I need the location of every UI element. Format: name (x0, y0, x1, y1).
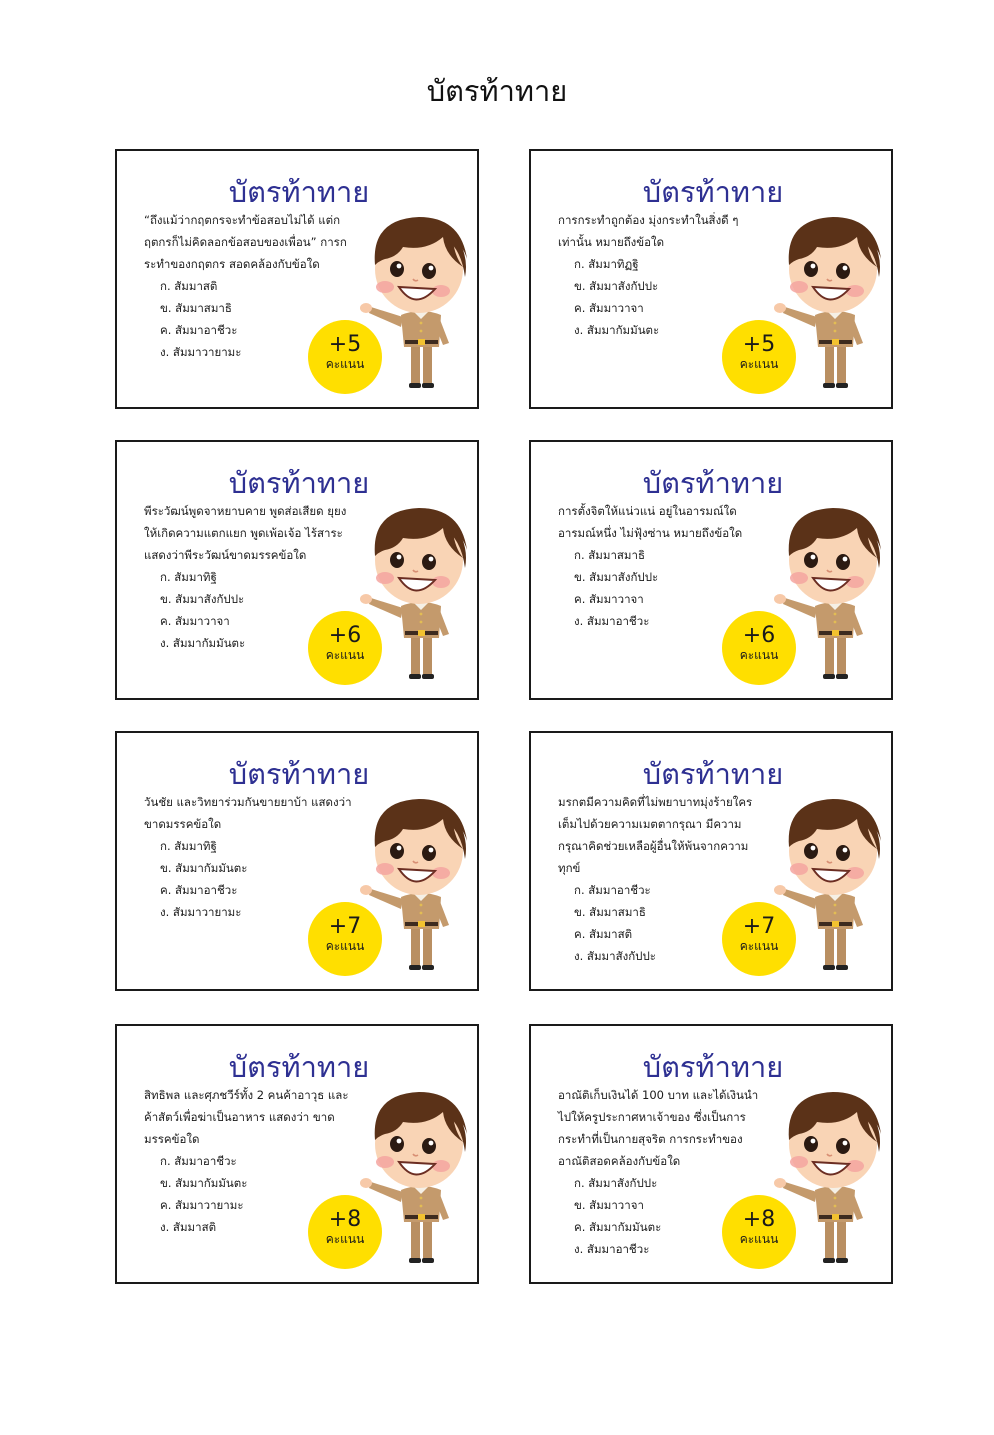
card-title: บัตรท้าทาย (228, 466, 370, 500)
card-title: บัตรท้าทาย (642, 175, 784, 209)
challenge-card (529, 1024, 893, 1284)
score-badge (722, 320, 796, 394)
card-title: บัตรท้าทาย (642, 466, 784, 500)
challenge-card (529, 440, 893, 700)
choice-b: ข. สัมมาสมาธิ (160, 301, 232, 315)
choice-d: ง. สัมมาสังกัปปะ (574, 949, 656, 963)
score-points: +5 (328, 332, 362, 357)
challenge-card (529, 731, 893, 991)
question-text: การตั้งจิตให้แน่วแน่ อยู่ในอารมณ์ใดอารมณ์หนึ่ง ไม่ฟุ้งซ่าน หมายถึงข้อใด (558, 504, 743, 540)
choice-c: ค. สัมมาวาจา (160, 614, 230, 628)
challenge-card (115, 440, 479, 700)
page-title: บัตรท้าทาย (426, 74, 568, 108)
choice-c: ค. สัมมาอาชีวะ (160, 883, 238, 897)
choice-c: ค. สัมมาวาจา (574, 592, 644, 606)
question-text: มรกตมีความคิดที่ไม่พยาบาทมุ่งร้ายใคร เต็มไปด้วยความเมตตากรุณา มีความกรุณาคิดช่วยเหลือผู้อื่นให้พ้นจากความทุกข์ (558, 795, 753, 875)
choice-c: ค. สัมมาวาจา (574, 301, 644, 315)
choice-a: ก. สัมมาทิฐิ (160, 570, 217, 584)
score-unit: คะแนน (739, 1232, 779, 1246)
score-points: +8 (328, 1207, 362, 1232)
question-text: การกระทำถูกต้อง มุ่งกระทำในสิ่งดี ๆ เท่านั้น หมายถึงข้อใด (558, 213, 739, 249)
choice-b: ข. สัมมาวาจา (574, 1198, 644, 1212)
card-title: บัตรท้าทาย (228, 757, 370, 791)
choice-b: ข. สัมมากัมมันตะ (160, 1176, 248, 1190)
card-title: บัตรท้าทาย (228, 1050, 370, 1084)
score-unit: คะแนน (739, 648, 779, 662)
choice-b: ข. สัมมากัมมันตะ (160, 861, 248, 875)
score-badge (308, 1195, 382, 1269)
card-title: บัตรท้าทาย (642, 1050, 784, 1084)
score-points: +8 (742, 1207, 776, 1232)
choice-b: ข. สัมมาสังกัปปะ (160, 592, 245, 606)
choice-b: ข. สัมมาสมาธิ (574, 905, 646, 919)
choice-b: ข. สัมมาสังกัปปะ (574, 570, 659, 584)
choice-d: ง. สัมมากัมมันตะ (574, 323, 660, 337)
choice-a: ก. สัมมาสติ (160, 279, 218, 293)
choice-c: ค. สัมมาวายามะ (160, 1198, 244, 1212)
score-points: +7 (328, 914, 362, 939)
question-text: สิทธิพล และศุภชวีร์ทั้ง 2 คนค้าอาวุธ และค้าสัตว์เพื่อฆ่าเป็นอาหาร แสดงว่า ขาดมรรคข้อใด (144, 1088, 349, 1146)
challenge-card (115, 731, 479, 991)
score-badge (308, 611, 382, 685)
score-points: +5 (742, 332, 776, 357)
choice-c: ค. สัมมาสติ (574, 927, 633, 941)
score-unit: คะแนน (739, 939, 779, 953)
card-title: บัตรท้าทาย (642, 757, 784, 791)
choice-a: ก. สัมมาอาชีวะ (160, 1154, 237, 1168)
score-unit: คะแนน (739, 357, 779, 371)
challenge-card (115, 1024, 479, 1284)
challenge-card (115, 149, 479, 409)
card-title: บัตรท้าทาย (228, 175, 370, 209)
choice-d: ง. สัมมาวายามะ (160, 905, 242, 919)
choice-a: ก. สัมมาทิฏฐิ (574, 257, 639, 271)
choice-a: ก. สัมมาสังกัปปะ (574, 1176, 658, 1190)
question-text: พีระวัฒน์พูดจาหยาบคาย พูดส่อเสียด ยุยงให้เกิดความแตกแยก พูดเพ้อเจ้อ ไร้สาระ แสดงว่าพีระวัฒน์ขาดมรรคข้อใด (144, 504, 347, 562)
choice-b: ข. สัมมาสังกัปปะ (574, 279, 659, 293)
challenge-card (529, 149, 893, 409)
choice-c: ค. สัมมากัมมันตะ (574, 1220, 662, 1234)
question-text: อาณัติเก็บเงินได้ 100 บาท และได้เงินนำไปให้ครูประกาศหาเจ้าของ ซึ่งเป็นการกระทำที่เป็นกายสุจริต การกระทำของอาณัติสอดคล้องกับข้อใด (558, 1088, 759, 1168)
score-badge (722, 1195, 796, 1269)
score-points: +6 (328, 623, 362, 648)
choice-c: ค. สัมมาอาชีวะ (160, 323, 238, 337)
choice-d: ง. สัมมาสติ (160, 1220, 217, 1234)
score-unit: คะแนน (325, 939, 365, 953)
score-badge (722, 611, 796, 685)
choice-a: ก. สัมมาสมาธิ (574, 548, 645, 562)
choice-a: ก. สัมมาอาชีวะ (574, 883, 651, 897)
score-unit: คะแนน (325, 648, 365, 662)
score-points: +6 (742, 623, 776, 648)
score-badge (722, 902, 796, 976)
score-unit: คะแนน (325, 1232, 365, 1246)
score-points: +7 (742, 914, 776, 939)
choice-a: ก. สัมมาทิฐิ (160, 839, 217, 853)
choice-d: ง. สัมมาอาชีวะ (574, 614, 650, 628)
choice-d: ง. สัมมาวายามะ (160, 345, 242, 359)
choice-d: ง. สัมมาอาชีวะ (574, 1242, 650, 1256)
score-badge (308, 902, 382, 976)
score-badge (308, 320, 382, 394)
score-unit: คะแนน (325, 357, 365, 371)
question-text: “ถึงแม้ว่ากฤตกรจะทำข้อสอบไม่ได้ แต่กฤตกรก็ไม่คิดลอกข้อสอบของเพื่อน” การกระทำของกฤตกร สอดคล้องกับข้อใด (144, 213, 347, 271)
question-text: วันชัย และวิทยาร่วมกันขายยาบ้า แสดงว่าขาดมรรคข้อใด (144, 795, 352, 831)
choice-d: ง. สัมมากัมมันตะ (160, 636, 246, 650)
